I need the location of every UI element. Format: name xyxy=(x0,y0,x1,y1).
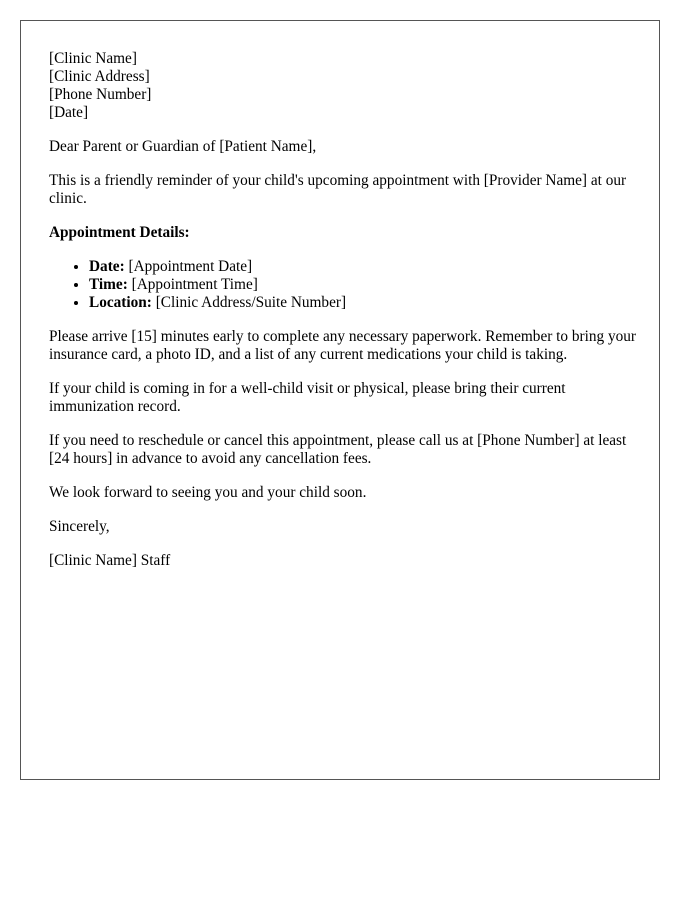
detail-location-value: [Clinic Address/Suite Number] xyxy=(151,294,347,311)
letter-content xyxy=(49,50,639,586)
clinic-address-block xyxy=(49,50,639,122)
closing-paragraph: We look forward to seeing you and your child soon. xyxy=(49,484,367,501)
signoff: Sincerely, xyxy=(49,518,110,535)
detail-date xyxy=(89,258,639,276)
detail-time-value: [Appointment Time] xyxy=(127,276,258,293)
detail-time-label: Time: xyxy=(89,276,128,293)
detail-location xyxy=(89,294,639,312)
clinic-name: [Clinic Name] xyxy=(49,50,137,67)
intro-paragraph: This is a friendly reminder of your child's upcoming appointment with [Provider Name] at our clinic. xyxy=(49,172,627,207)
letter-page xyxy=(20,20,660,780)
immunization-paragraph: If your child is coming in for a well-child visit or physical, please bring their current immunization record. xyxy=(49,380,566,415)
letter-date: [Date] xyxy=(49,104,89,121)
detail-date-label: Date: xyxy=(89,258,125,275)
appointment-details-heading: Appointment Details: xyxy=(49,224,190,241)
appointment-details-list xyxy=(49,258,639,312)
detail-location-label: Location: xyxy=(89,294,152,311)
greeting: Dear Parent or Guardian of [Patient Name], xyxy=(49,138,317,155)
arrival-paragraph: Please arrive [15] minutes early to complete any necessary paperwork. Remember to bring your insurance card, a photo ID, and a list of any current medications your child is taking. xyxy=(49,328,637,363)
signature: [Clinic Name] Staff xyxy=(49,552,171,569)
clinic-address: [Clinic Address] xyxy=(49,68,150,85)
reschedule-paragraph: If you need to reschedule or cancel this appointment, please call us at [Phone Number] at least [24 hours] in advance to avoid any cancellation fees. xyxy=(49,432,627,467)
detail-date-value: [Appointment Date] xyxy=(124,258,253,275)
clinic-phone: [Phone Number] xyxy=(49,86,152,103)
detail-time xyxy=(89,276,639,294)
